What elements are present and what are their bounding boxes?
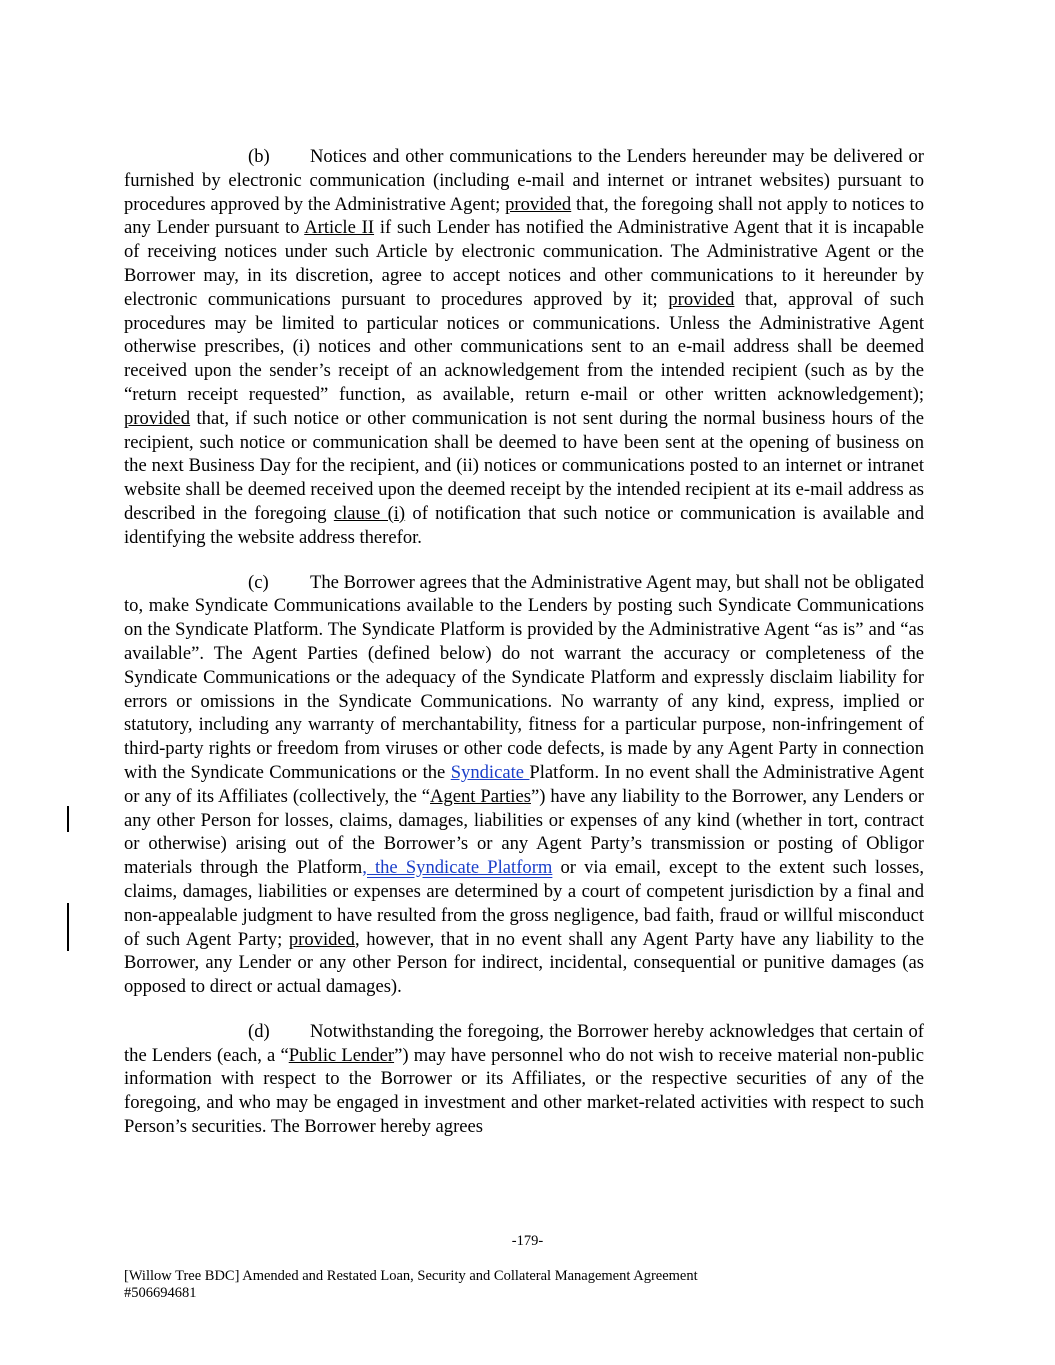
agent-parties-term: Agent Parties [430,785,531,807]
provided-term: provided [668,288,735,310]
article-ii-reference: Article II [304,217,375,239]
paragraph-d: (d) Notwithstanding the foregoing, the Borrower hereby acknowledges that certain of the Lenders (each, a “Public Lender”) may have personnel who do not wish to receive material non-public information with respect to the Borrower or its Affiliates, or the respective securities of any of the foregoing, and who may be engaged in investment and other market-related activities with respect to such Person’s securities. The Borrower hereby agrees [124,1020,924,1138]
public-lender-term: Public Lender [288,1044,395,1066]
footer-title: [Willow Tree BDC] Amended and Restated Loan, Security and Collateral Management Agreement [124,1268,698,1284]
page-number: -179- [511,1233,544,1249]
footer-doc-id: #506694681 [124,1285,197,1301]
clause-i-reference: clause (i) [333,502,406,524]
change-bar-1 [67,806,69,832]
paragraph-d-label: (d) [248,1020,270,1042]
change-bar-2 [67,903,69,951]
provided-term: provided [505,193,572,215]
paragraph-c-label: (c) [248,571,269,593]
paragraph-b-label: (b) [248,146,270,167]
provided-term: provided [288,928,355,950]
provided-term: provided [124,407,191,429]
inserted-text: Syndicate [450,761,530,783]
footer [124,1268,698,1302]
document-body [124,145,924,1160]
paragraph-b: (b) Notices and other communications to the Lenders hereunder may be delivered or furnished by electronic communication (including e-mail and internet or intranet websites) pursuant to procedures approved by the Administrative Agent; provided that, the foregoing shall not apply to notices to any Lender pursuant to Article II if such Lender has notified the Administrative Agent that it is incapable of receiving notices under such Article by electronic communication. The Administrative Agent or the Borrower may, in its discretion, agree to accept notices and other communications to it hereunder by electronic communications pursuant to procedures approved by it; provided that, approval of such procedures may be limited to particular notices or communications. Unless the Administrative Agent otherwise prescribes, (i) notices and other communications sent to an e-mail address shall be deemed received upon the sender’s receipt of an acknowledgement from the intended recipient (such as by the “return receipt requested” function, as available, return e-mail or other written acknowledgement); provided that, if such notice or other communication is not sent during the normal business hours of the recipient, such notice or communication shall be deemed to have been sent at the opening of business on the next Business Day for the recipient, and (ii) notices or communications posted to an internet or intranet website shall be deemed received upon the deemed receipt by the intended recipient at its e-mail address as described in the foregoing clause (i) of notification that such notice or communication is available and identifying the website address therefor. [124,146,925,548]
inserted-text: , the Syndicate Platform [362,857,553,879]
paragraph-c: (c) The Borrower agrees that the Administrative Agent may, but shall not be obligated to, make Syndicate Communications available to the Lenders by posting such Syndicate Communications on the Syndicate Platform. The Syndicate Platform is provided by the Administrative Agent “as is” and “as available”. The Agent Parties (defined below) do not warrant the accuracy or completeness of the Syndicate Communications or the adequacy of the Syndicate Platform and expressly disclaim liability for errors or omissions in the Syndicate Communications. No warranty of any kind, express, implied or statutory, including any warranty of merchantability, fitness for a particular purpose, non-infringement of third-party rights or freedom from viruses or other code defects, is made by any Agent Party in connection with the Syndicate Communications or the Syndicate Platform. In no event shall the Administrative Agent or any of its Affiliates (collectively, the “Agent Parties”) have any liability to the Borrower, any Lenders or any other Person for losses, claims, damages, liabilities or expenses of any kind (whether in tort, contract or otherwise) arising out of the Borrower’s or any Agent Party’s transmission or posting of Obligor materials through the Platform, the Syndicate Platform or via email, except to the extent such losses, claims, damages, liabilities or expenses are determined by a court of competent jurisdiction by a final and non-appealable judgment to have resulted from the gross negligence, bad faith, fraud or willful misconduct of such Agent Party; provided, however, that in no event shall any Agent Party have any liability to the Borrower, any Lender or any other Person for indirect, incidental, consequential or punitive damages (as opposed to direct or actual damages). [124,571,924,998]
